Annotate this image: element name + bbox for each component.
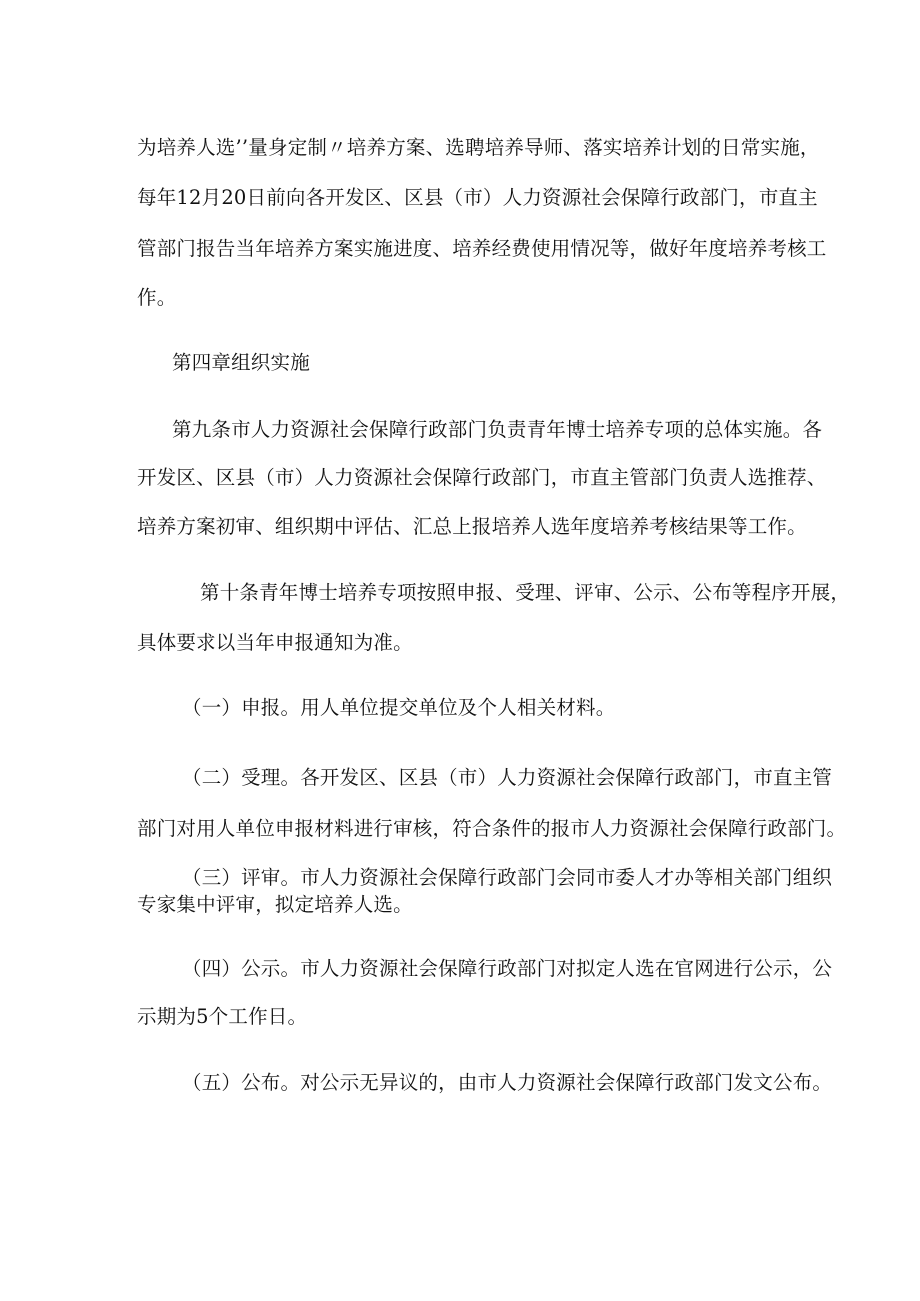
item-2-line-1: （二）受理。各开发区、区县（市）人力资源社会保障行政部门，市直主管 [182,766,833,789]
article-9-line-3: 培养方案初审、组织期中评估、汇总上报培养人选年度培养考核结果等工作。 [137,515,807,538]
article-10-line-1: 第十条青年博士培养专项按照申报、受理、评审、公示、公布等程序开展， [200,581,851,604]
item-3-line-1: （三）评审。市人力资源社会保障行政部门会同市委人才办等相关部门组织 [182,866,833,889]
item-5-line-1: （五）公布。对公示无异议的，由市人力资源社会保障行政部门发文公布。 [182,1071,833,1094]
paragraph-1-line-1: 为培养人选’’量身定制〃培养方案、选聘培养导师、落实培养计划的日常实施， [137,136,820,159]
paragraph-1-line-4: 作。 [137,286,177,309]
item-3-line-2: 专家集中评审，拟定培养人选。 [137,893,413,916]
paragraph-1-line-3: 管部门报告当年培养方案实施进度、培养经费使用情况等，做好年度培养考核工 [137,237,827,260]
article-10-line-2: 具体要求以当年申报通知为准。 [137,631,413,654]
item-2-line-2: 部门对用人单位申报材料进行审核，符合条件的报市人力资源社会保障行政部门。 [137,817,847,840]
article-9-line-1: 第九条市人力资源社会保障行政部门负责青年博士培养专项的总体实施。各 [172,418,823,441]
item-4-line-1: （四）公示。市人力资源社会保障行政部门对拟定人选在官网进行公示，公 [182,957,833,980]
item-4-line-2: 示期为5个工作日。 [137,1005,308,1028]
paragraph-1-line-2: 每年12月20日前向各开发区、区县（市）人力资源社会保障行政部门，市直主 [137,186,818,209]
article-9-line-2: 开发区、区县（市）人力资源社会保障行政部门，市直主管部门负责人选推荐、 [137,466,827,489]
item-1-line-1: （一）申报。用人单位提交单位及个人相关材料。 [182,696,616,719]
chapter-heading: 第四章组织实施 [172,351,310,374]
